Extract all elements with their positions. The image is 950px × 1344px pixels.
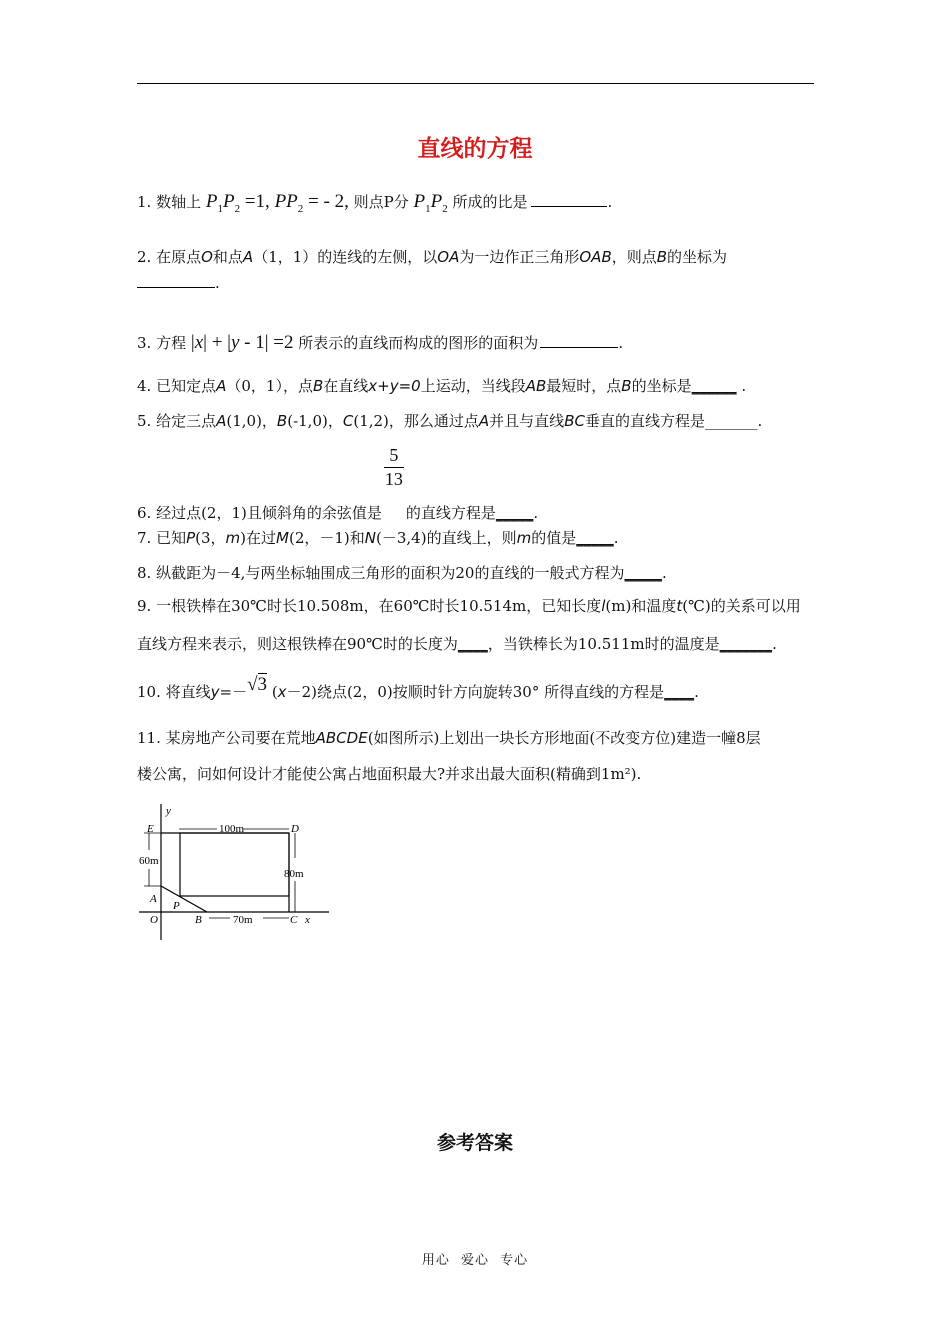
label-B: B	[195, 914, 202, 926]
answer-blank[interactable]: _____	[495, 504, 534, 522]
answer-heading: 参考答案	[436, 1132, 513, 1154]
label-C: C	[290, 914, 298, 926]
label-100m: 100m	[219, 823, 245, 835]
answer-blank[interactable]	[137, 286, 215, 288]
question-11: 11. 某房地产公司要在荒地ABCDE(如图所示)上划出一块长方形地面(不改变方位)建造一幢8层	[137, 729, 761, 747]
question-5: 5. 给定三点A(1,0)，B(-1,0)，C(1,2)，那么通过点A并且与直线BC垂直的直线方程是_______.	[137, 412, 763, 430]
question-7: 7. 已知P(3，m)在过M(2，－1)和N(－3,4)的直线上，则m的值是_____.	[137, 529, 619, 547]
question-6: 6. 经过点(2，1)且倾斜角的余弦值是 $\frac{5}{13}$ 的直线方程是_____.	[137, 445, 539, 522]
question-11-cont: 楼公寓，问如何设计才能使公寓占地面积最大?并求出最大面积(精确到1m²).	[137, 765, 642, 783]
answer-blank[interactable]: ____	[664, 683, 695, 701]
question-9-cont: 直线方程来表示，则这根铁棒在90℃时的长度为____，当铁棒长为10.511m时的温度是_______.	[137, 635, 777, 653]
question-3: 3. 方程 |x| + |y - 1| =2 所表示的直线而构成的图形的面积为 .	[137, 332, 624, 353]
land-diagram	[137, 802, 337, 942]
answer-blank[interactable]: _____	[576, 529, 614, 547]
edge-AB	[161, 886, 207, 912]
answer-blank[interactable]	[531, 205, 607, 207]
page-title: 直线的方程	[417, 136, 533, 162]
label-O: O	[150, 914, 158, 926]
question-4: 4. 已知定点A（0，1），点B在直线x+y=0上运动，当线段AB最短时，点B的坐标是______ .	[137, 377, 747, 395]
page-footer: 用心 爱心 专心	[421, 1253, 529, 1268]
question-9: 9. 一根铁棒在30℃时长10.508m，在60℃时长10.514m，已知长度l(m)和温度t(℃)的关系可以用	[137, 597, 801, 615]
q1-math: $P_1P_2 =1$, $PP_2$ = - 2,	[205, 191, 349, 215]
answer-blank[interactable]: ____	[457, 635, 488, 653]
answer-blank[interactable]: _____	[624, 564, 662, 582]
answer-blank[interactable]	[540, 346, 618, 348]
question-1: 1. 数轴上 $P_1P_2 =1$, $PP_2$ = - 2, 则点P分 $P_1P_2$ 所成的比是 .	[137, 191, 613, 215]
label-D: D	[291, 823, 299, 835]
label-E: E	[147, 823, 154, 835]
fraction: $\frac{5}{13}$	[384, 445, 403, 489]
header-rule	[137, 83, 814, 84]
q3-math: |x| + |y - 1| =2	[190, 332, 294, 353]
answer-blank[interactable]: _______	[719, 635, 773, 653]
question-10: 10. 将直线y=－√3 (x－2)绕点(2，0)按顺时针方向旋转30° 所得直线的方程是____.	[137, 674, 699, 701]
apartment-rect	[180, 833, 289, 896]
label-x: x	[305, 914, 310, 926]
label-P: P	[173, 900, 180, 912]
label-80m: 80m	[284, 868, 304, 880]
sqrt: √3	[247, 674, 268, 695]
label-A: A	[150, 893, 157, 905]
question-2: 2. 在原点O和点A（1，1）的连线的左侧，以OA为一边作正三角形OAB，则点B的坐标为	[137, 248, 728, 266]
label-y: y	[166, 805, 171, 817]
question-8: 8. 纵截距为－4,与两坐标轴围成三角形的面积为20的直线的一般式方程为_____.	[137, 564, 667, 582]
label-60m: 60m	[139, 855, 159, 867]
question-2-cont: .	[137, 276, 220, 291]
answer-blank[interactable]: ______	[691, 377, 737, 395]
label-70m: 70m	[233, 914, 253, 926]
